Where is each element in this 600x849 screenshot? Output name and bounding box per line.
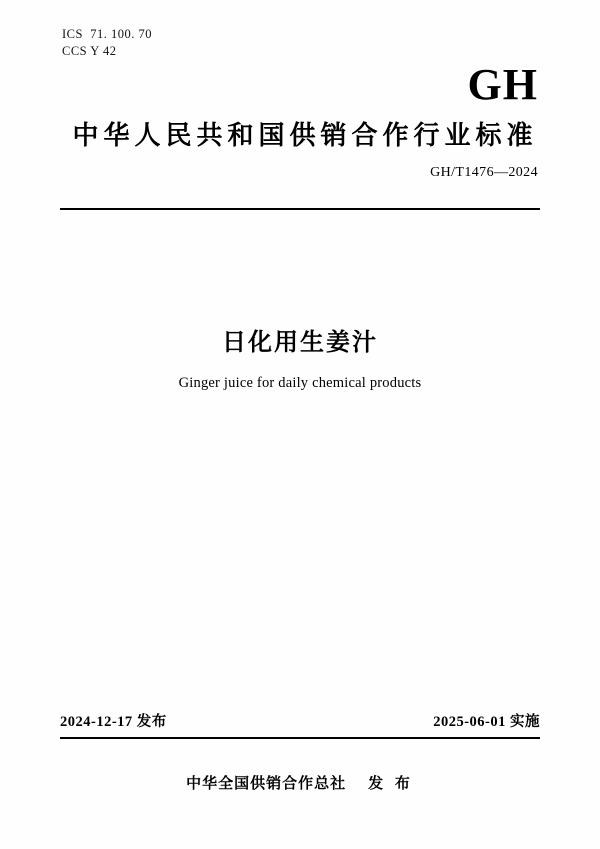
footer-divider <box>60 737 540 739</box>
ics-code: ICS 71. 100. 70 <box>62 27 152 41</box>
issue-date: 2024-12-17 发布 <box>60 714 167 730</box>
publisher-verb: 发 布 <box>368 776 414 792</box>
date-row <box>60 710 540 731</box>
standard-number: GH/T1476—2024 <box>430 165 538 180</box>
gh-logo: GH <box>467 60 538 109</box>
header-divider <box>60 208 540 210</box>
classification-codes <box>62 26 152 60</box>
effective-date: 2025-06-01 实施 <box>433 714 540 730</box>
publisher-name: 中华全国供销合作总社 <box>186 776 347 792</box>
document-title-cn: 日化用生姜汁 <box>222 330 378 356</box>
ccs-code: CCS Y 42 <box>62 44 117 58</box>
publisher-line <box>0 772 600 793</box>
standard-series-title: 中华人民共和国供销合作行业标准 <box>72 121 538 150</box>
document-title-en: Ginger juice for daily chemical products <box>178 375 422 391</box>
